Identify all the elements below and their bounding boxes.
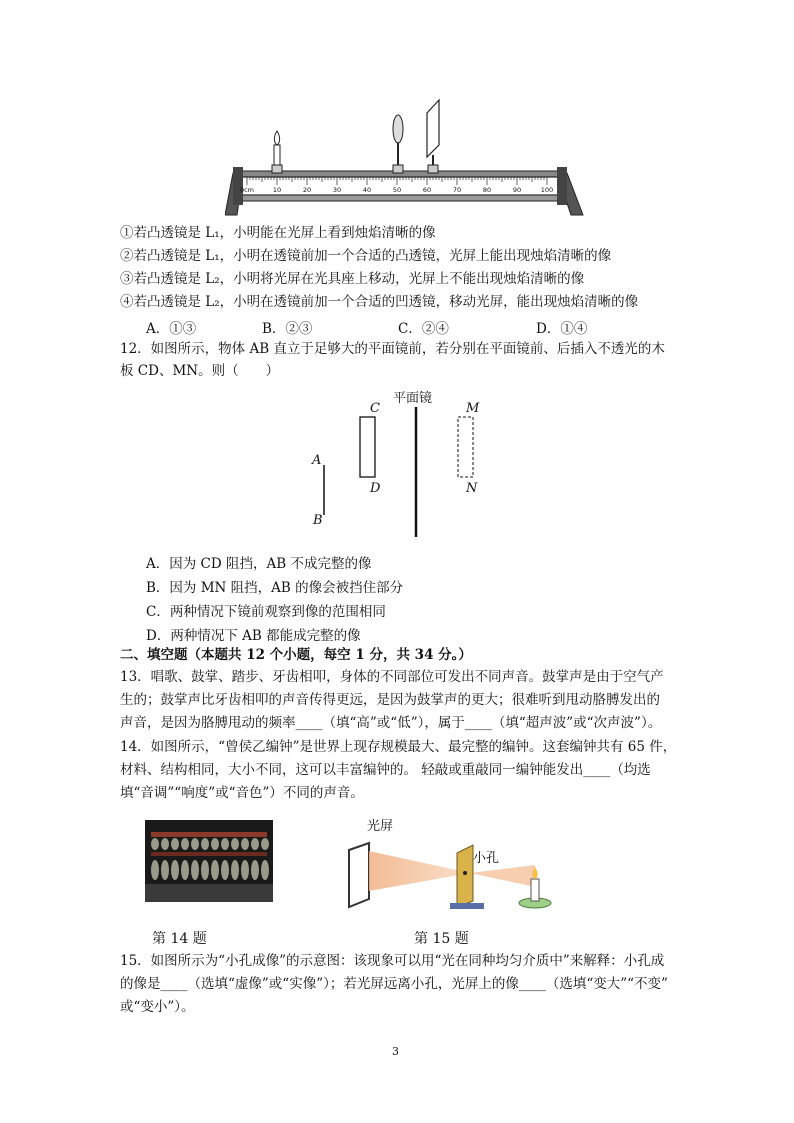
label-b: B (313, 513, 323, 528)
optical-bench-figure (225, 95, 585, 220)
q12-option-a: A．因为 CD 阻挡，AB 不成完整的像 (146, 556, 372, 572)
lens-icon (393, 115, 403, 173)
q13-line-3: 声音，是因为胳膊甩动的频率____（填“高”或“低”），属于____（填“超声波”或“次声波”）。 (120, 715, 662, 731)
q12-option-d: D．两种情况下 AB 都能成完整的像 (146, 628, 361, 644)
ruler-tick-label: 80 (482, 186, 492, 194)
label-n: N (466, 481, 478, 496)
ruler-tick-label: 50 (392, 186, 402, 194)
q15-line-3: 或“变小”）。 (120, 999, 195, 1015)
q11-option-d: D．①④ (536, 321, 588, 337)
q14-line-1: 14．如图所示，“曾侯乙编钟”是世界上现存规模最大、最完整的编钟。这套编钟共有 65 件， (120, 739, 677, 755)
mirror-figure (300, 385, 500, 545)
board-cd (360, 417, 375, 477)
q11-statement-1: ①若凸透镜是 L₁，小明能在光屏上看到烛焰清晰的像 (120, 225, 436, 241)
q13-line-2: 生的；鼓掌声比牙齿相叩的声音传得更远，是因为鼓掌声的更大；很难听到甩动胳膊发出的 (120, 692, 660, 708)
candle-icon (272, 131, 282, 173)
ruler-tick-label: 40 (362, 186, 372, 194)
ruler-tick-label: 10 (272, 186, 282, 194)
label-a: A (312, 453, 322, 468)
q12-stem-line-2: 板 CD、MN。则（ ） (120, 363, 280, 379)
label-m: M (466, 401, 480, 416)
q15-line-2: 的像是____（选填“虚像”或“实像”）；若光屏远离小孔，光屏上的像____（选填“变大”“不变” (120, 976, 668, 992)
ruler-tick-label: 30 (332, 186, 342, 194)
ruler-tick-label: 0cm (239, 186, 255, 194)
q13-line-1: 13．唱歌、鼓掌、踏步、牙齿相叩，身体的不同部位可发出不同声音。鼓掌声是由于空气产 (120, 669, 664, 685)
ruler-tick-label: 20 (302, 186, 312, 194)
ruler-tick-label: 100 (540, 186, 554, 194)
pinhole-figure (335, 815, 555, 915)
ruler-tick-label: 70 (452, 186, 462, 194)
q11-statement-2: ②若凸透镜是 L₁，小明在透镜前加一个合适的凸透镜，光屏上能出现烛焰清晰的像 (120, 248, 612, 264)
page-number: 3 (392, 1045, 399, 1058)
q11-statement-3: ③若凸透镜是 L₂，小明将光屏在光具座上移动，光屏上不能出现烛焰清晰的像 (120, 271, 585, 287)
figure-15-caption: 第 15 题 (414, 931, 469, 947)
section-2-heading: 二、填空题（本题共 12 个小题，每空 1 分，共 34 分。） (120, 647, 472, 663)
ruler-tick-label: 90 (512, 186, 522, 194)
screen-label: 光屏 (367, 819, 394, 834)
figure-14-caption: 第 14 题 (152, 931, 207, 947)
q11-option-a: A．①③ (146, 321, 197, 337)
light-screen-icon (427, 100, 439, 173)
label-c: C (370, 401, 380, 416)
ruler-tick-label: 60 (422, 186, 432, 194)
q15-line-1: 15．如图所示为“小孔成像”的示意图：该现象可以用“光在同种均匀介质中”来解释：小孔成 (120, 953, 665, 969)
q11-option-b: B．②③ (262, 321, 313, 337)
q14-line-3: 填“音调”“响度”或“音色”）不同的声音。 (120, 785, 364, 801)
q14-line-2: 材料、结构相同，大小不同，这可以丰富编钟的。 轻敲或重敲同一编钟能发出____（均选 (120, 762, 651, 778)
pinhole-label: 小孔 (473, 851, 500, 866)
q12-stem-line-1: 12．如图所示，物体 AB 直立于足够大的平面镜前，若分别在平面镜前、后插入不透光的木 (120, 341, 665, 357)
q11-option-c: C．②④ (398, 321, 449, 337)
q12-option-c: C．两种情况下镜前观察到像的范围相同 (146, 604, 386, 620)
bianzhong-bells-image (145, 820, 273, 902)
q12-option-b: B．因为 MN 阻挡，AB 的像会被挡住部分 (146, 580, 404, 596)
mirror-label: 平面镜 (393, 391, 433, 406)
label-d: D (370, 481, 381, 496)
q11-statement-4: ④若凸透镜是 L₂，小明在透镜前加一个合适的凹透镜，移动光屏，能出现烛焰清晰的像 (120, 294, 639, 310)
board-mn (458, 417, 473, 477)
